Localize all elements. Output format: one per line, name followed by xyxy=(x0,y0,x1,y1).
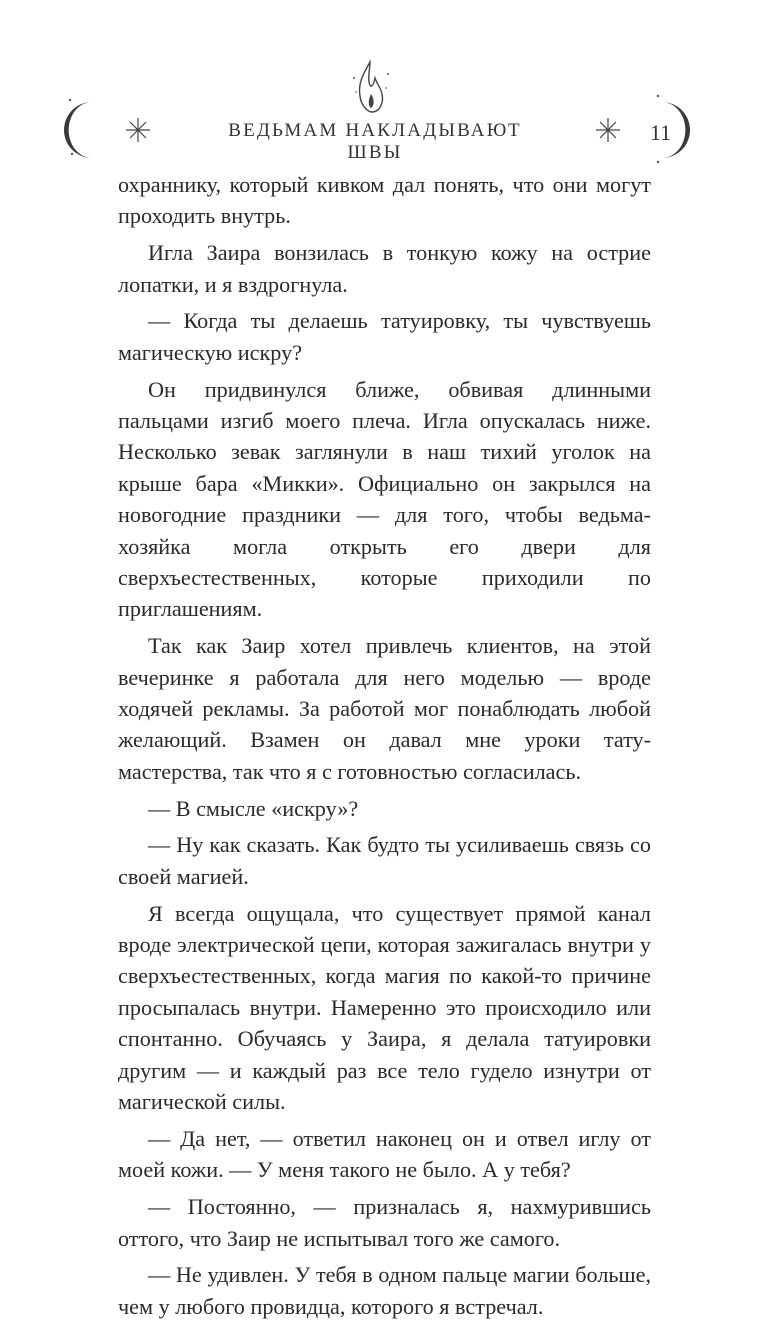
body-text xyxy=(118,169,651,1328)
paragraph: — Ну как сказать. Как будто ты усиливаешь связь со своей магией. xyxy=(118,832,651,889)
crescent-moon-icon xyxy=(62,92,162,172)
flame-icon xyxy=(348,58,394,118)
crescent-moon-icon xyxy=(592,92,692,172)
page-number: 11 xyxy=(650,120,672,145)
page-header xyxy=(0,0,768,170)
paragraph: Я всегда ощущала, что существует прямой канал вроде электрической цепи, которая зажигалась внутри у сверхъестественных, когда магия по какой-то причине просыпалась внутри. Намеренно это происходило или спонтанно. Обучаясь у Заира, я делала татуировки другим — и каждый раз все тело гудело изнутри от магической силы. xyxy=(118,900,651,1115)
paragraph: — Да нет, — ответил наконец он и отвел иглу от моей кожи. — У меня такого не было. А у тебя? xyxy=(118,1125,651,1183)
paragraph: Он придвинулся ближе, обвивая длинными пальцами изгиб моего плеча. Игла опускалась ниже. Несколько зевак заглянули в наш тихий уголок на крыше бара «Микки». Официально он закрылся на новогодние праздники — для того, чтобы ведьма-хозяйка могла открыть его двери для сверхъестественных, которые приходили по приглашениям. xyxy=(118,376,651,622)
paragraph: — Постоянно, — призналась я, нахмурившись оттого, что Заир не испытывал того же самого. xyxy=(118,1194,651,1251)
paragraph: — В смысле «искру»? xyxy=(148,795,359,821)
paragraph: Игла Заира вонзилась в тонкую кожу на острие лопатки, и я вздрогнула. xyxy=(118,240,651,297)
paragraph: — Когда ты делаешь татуировку, ты чувствуешь магическую искру? xyxy=(118,308,651,365)
paragraph: Так как Заир хотел привлечь клиентов, на этой вечеринке я работала для него моделью — вроде ходячей рекламы. За работой мог понаблюдать любой желающий. Взамен он давал мне уроки тату-мастерства, так что я с готовностью согласилась. xyxy=(118,633,651,784)
paragraph: охраннику, который кивком дал понять, что они могут проходить внутрь. xyxy=(118,172,651,229)
sparkle-icon xyxy=(126,118,150,142)
paragraph: — Не удивлен. У тебя в одном пальце магии больше, чем у любого провидца, которого я встречал. xyxy=(118,1262,651,1319)
sparkle-icon xyxy=(596,118,620,142)
running-title: ВЕДЬМАМ НАКЛАДЫВАЮТ ШВЫ xyxy=(228,120,522,163)
